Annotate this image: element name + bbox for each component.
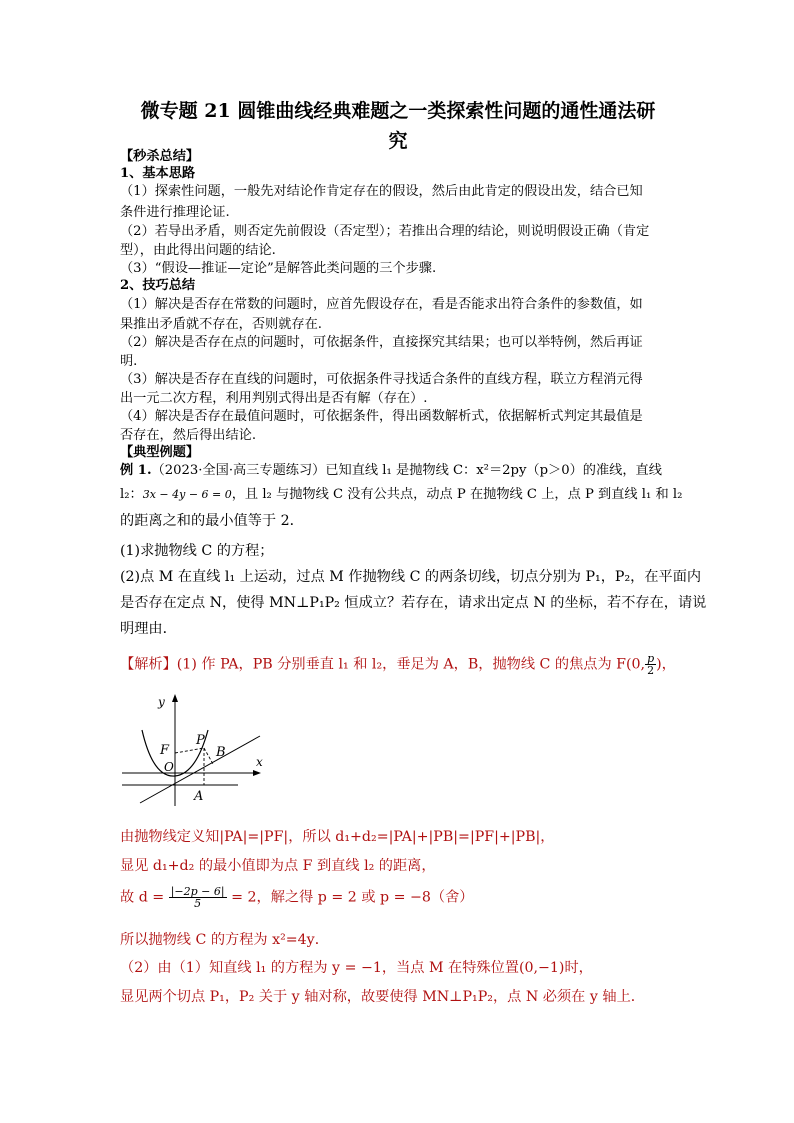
example-label: 例 1.	[120, 463, 152, 478]
s1-line-4: 型），由此得出问题的结论.	[120, 243, 276, 258]
question-part-2-line-1: (2)点 M 在直线 l₁ 上运动，过点 M 作抛物线 C 的两条切线，切点分别为 P₁，P₂，在平面内	[120, 569, 702, 585]
solution-text-4a: 故 d =	[120, 889, 165, 906]
s2-title: 2、技巧总结	[120, 278, 196, 293]
label-F: F	[160, 743, 170, 758]
s2-line-3: （2）解决是否存在点的问题时，可依据条件，直接探究其结果；也可以举特例，然后再证	[120, 335, 643, 350]
label-y: y	[158, 695, 165, 709]
document-title	[120, 96, 676, 156]
parabola-figure	[120, 688, 270, 808]
question-text-1: （2023·全国·高三专题练习）已知直线 l₁ 是抛物线 C：x²＝2py（p＞0）的准线，直线	[151, 463, 662, 478]
s1-line-1: （1）探索性问题，一般先对结论作肯定存在的假设，然后由此肯定的假设出发，结合已知	[120, 184, 643, 199]
s1-line-3: （2）若导出矛盾，则否定先前假设（否定型）；若推出合理的结论，则说明假设正确（肯定	[120, 224, 650, 239]
s1-title: 1、基本思路	[120, 166, 196, 181]
segment-PB	[204, 748, 213, 764]
label-x: x	[256, 755, 263, 769]
s2-line-4: 明.	[120, 354, 138, 369]
focus-fraction-denominator: 2	[647, 664, 655, 677]
s1-line-5: （3）“假设—推证—定论”是解答此类问题的三个步骤.	[120, 261, 437, 276]
distance-fraction-numerator: |−2p − 6|	[170, 885, 225, 898]
y-axis-arrow	[172, 694, 178, 702]
question-part-1: (1)求抛物线 C 的方程；	[120, 543, 274, 559]
solution-line-3: 显见 d₁+d₂ 的最小值即为点 F 到直线 l₂ 的距离，	[120, 858, 436, 874]
summary-header: 【秒杀总结】	[120, 149, 200, 164]
solution-line-2: 由抛物线定义知|PA|=|PF|，所以 d₁+d₂=|PA|+|PB|=|PF|+|PB|，	[120, 829, 555, 845]
solution-text-1-end: )，	[656, 656, 676, 673]
s2-line-1: （1）解决是否存在常数的问题时，应首先假设存在，看是否能求出符合条件的参数值，如	[120, 297, 643, 312]
question-line-3: 的距离之和的最小值等于 2．	[120, 513, 304, 529]
solution-line-5: 所以抛物线 C 的方程为 x²=4y．	[120, 932, 329, 948]
example-header: 【典型例题】	[120, 445, 200, 460]
solution-line-7: 显见两个切点 P₁，P₂ 关于 y 轴对称，故要使得 MN⊥P₁P₂，点 N 必须在 y 轴上．	[120, 989, 645, 1005]
s1-line-2: 条件进行推理论证.	[120, 205, 230, 220]
label-P: P	[196, 733, 205, 748]
solution-text-4b: = 2，解之得 p = 2 或 p = −8（舍）	[231, 889, 474, 906]
question-line-2	[120, 486, 682, 503]
label-B: B	[216, 745, 226, 760]
title-line-1: 微专题 21 圆锥曲线经典难题之一类探索性问题的通性通法研	[140, 100, 656, 122]
distance-fraction-denominator: 5	[194, 897, 202, 910]
label-O: O	[164, 760, 174, 774]
s2-line-7: （4）解决是否存在最值问题时，可依据条件，得出函数解析式，依据解析式判定其最值是	[120, 409, 643, 424]
solution-label: 【解析】	[120, 656, 177, 673]
solution-line-4	[120, 886, 473, 909]
x-axis-arrow	[253, 770, 261, 776]
question-part-2-line-2: 是否存在定点 N，使得 MN⊥P₁P₂ 恒成立？若存在，请求出定点 N 的坐标，若不存在，请说	[120, 595, 707, 611]
focus-fraction-numerator: p	[647, 652, 655, 665]
question-text-2a: l₂：	[120, 487, 143, 502]
solution-line-1	[120, 653, 676, 676]
s2-line-2: 果推出矛盾就不存在，否则就存在.	[120, 317, 323, 332]
question-text-2b: ，且 l₂ 与抛物线 C 没有公共点，动点 P 在抛物线 C 上，点 P 到直线 l₁ 和 l₂	[231, 487, 683, 502]
question-part-2-line-3: 明理由．	[120, 621, 177, 637]
question-line-1	[120, 462, 662, 479]
focus-fraction	[645, 653, 656, 676]
solution-text-1: (1) 作 PA，PB 分别垂直 l₁ 和 l₂，垂足为 A，B，抛物线 C 的焦点为 F(0,	[176, 656, 646, 673]
label-A: A	[194, 789, 204, 804]
s2-line-5: （3）解决是否存在直线的问题时，可依据条件寻找适合条件的直线方程，联立方程消元得	[120, 372, 643, 387]
s2-line-8: 否存在，然后得出结论.	[120, 428, 257, 443]
solution-line-6: （2）由（1）知直线 l₁ 的方程为 y = −1，当点 M 在特殊位置(0,−1)时，	[120, 960, 593, 976]
title-line-2: 究	[388, 130, 408, 152]
s2-line-6: 出一元二次方程，利用判别式得出是否有解（存在）.	[120, 391, 428, 406]
distance-fraction	[169, 886, 227, 909]
line-l2-equation: 3x − 4y − 6 = 0	[142, 488, 232, 501]
